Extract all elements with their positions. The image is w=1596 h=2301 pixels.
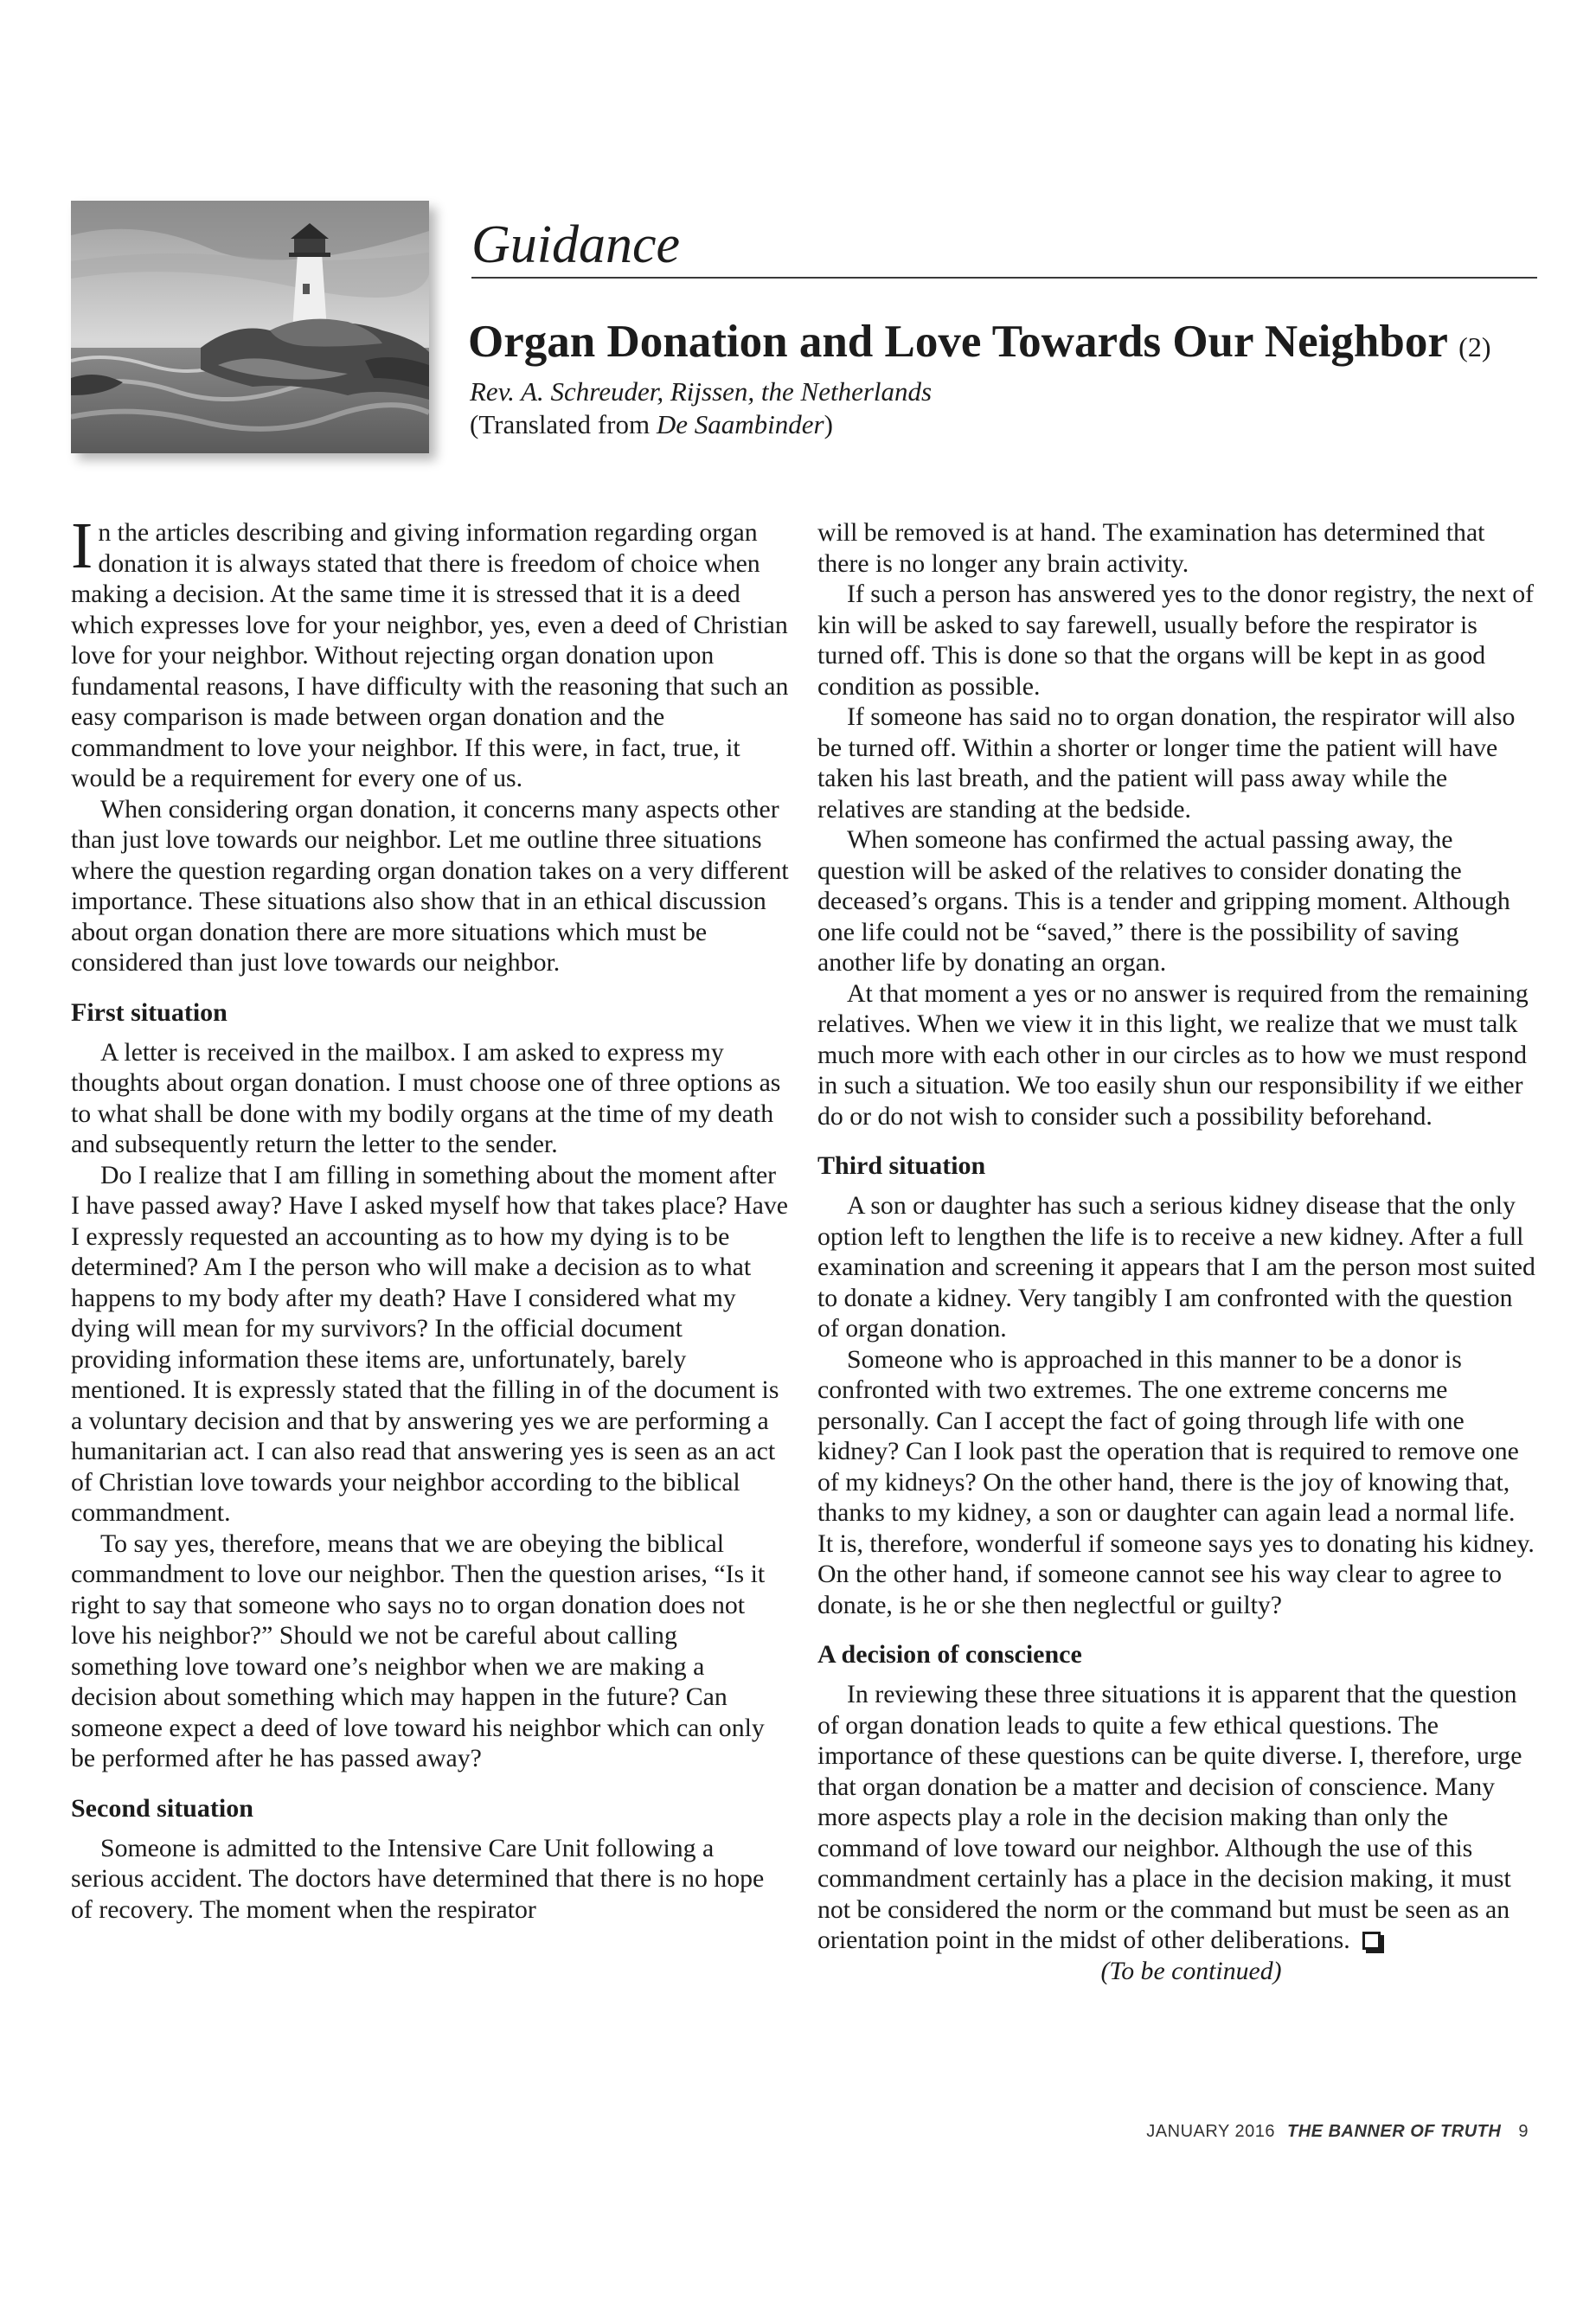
- page-number: 9: [1518, 2122, 1529, 2141]
- drop-cap: I: [71, 510, 93, 582]
- translation-suffix: ): [824, 409, 833, 439]
- body-paragraph: will be removed is at hand. The examination has determined that there is no longer any brain activity.: [817, 518, 1485, 578]
- section-header: [471, 208, 1537, 279]
- translation-note: [470, 408, 833, 440]
- article-part-number: (2): [1458, 331, 1491, 362]
- lighthouse-image: [71, 201, 429, 453]
- body-paragraph: If someone has said no to organ donation, the respirator will also be turned off. Within a shorter or longer time the patient will have taken his last breath, and the patient will pass away while the relatives are standing at the bedside.: [817, 702, 1516, 824]
- body-paragraph: A letter is received in the mailbox. I am asked to express my thoughts about organ donation. I must choose one of three options as to what shall be done with my bodily organs at the time of my death and subsequently return the letter to the sender.: [71, 1037, 781, 1158]
- page-footer: [1146, 2122, 1529, 2142]
- issue-date: JANUARY 2016: [1146, 2122, 1275, 2141]
- section-title: Guidance: [471, 215, 681, 274]
- intro-text: n the articles describing and giving information regarding organ donation it is always stated that there is freedom of choice when making a decision. At the same time it is stressed that it is a deed which expresses love for your neighbor, yes, even a deed of Christian love for your neighbor. Without rejecting organ donation upon fundamental reasons, I have difficulty with the reasoning that such an easy comparison is made between organ donation and the commandment to love your neighbor. If this were, in fact, true, it would be a requirement for every one of us.: [71, 518, 789, 792]
- final-paragraph-text: In reviewing these three situations it is apparent that the question of organ donation leads to quite a few ethical questions. The importance of these questions can be quite diverse. I, therefore, urge that organ donation be a matter and decision of conscience. Many more aspects play a role in the decision making than only the command of love toward our neighbor. Although the use of this commandment certainly has a place in the decision making, it must not be considered the norm or the command but must be seen as an orientation point in the midst of other deliberations.: [817, 1680, 1522, 1954]
- subheading-third-situation: Third situation: [817, 1151, 986, 1180]
- body-paragraph: Someone who is approached in this manner to be a donor is confronted with two extremes. The one extreme concerns me personally. Can I accept the fact of going through life with one kidney? Can I look past the operation that is required to remove one of my kidneys? On the other hand, there is the joy of knowing that, thanks to my kidney, a son or daughter can again lead a normal life. It is, therefore, wonderful if someone says yes to donating his kidney. On the other hand, if someone cannot see his way clear to agree to donate, is he or she then neglectful or guilty?: [817, 1344, 1535, 1619]
- body-paragraph: If such a person has answered yes to the donor registry, the next of kin will be asked to say farewell, usually before the respirator is turned off. This is done so that the organs will be kept in as good condition as possible.: [817, 580, 1535, 701]
- lighthouse-photo: [71, 201, 429, 453]
- article-column-right: [817, 517, 1535, 1986]
- translation-source: De Saambinder: [656, 409, 824, 439]
- translation-prefix: (Translated from: [470, 409, 657, 439]
- body-paragraph: When considering organ donation, it concerns many aspects other than just love towards our neighbor. Let me outline three situations where the question regarding organ donation takes on a very different importance. These situations also show that in an ethical discussion about organ donation there are more situations which must be considered than just love towards our neighbor.: [71, 794, 789, 977]
- publication-name: THE BANNER OF TRUTH: [1287, 2122, 1502, 2141]
- body-paragraph: When someone has confirmed the actual passing away, the question will be asked of the relatives to consider donating the deceased’s organs. This is a tender and gripping moment. Although one life could not be “saved,” there is the possibility of saving another life by donating an organ.: [817, 825, 1510, 977]
- article-column-left: [71, 510, 789, 1925]
- end-mark-icon: [1362, 1932, 1381, 1950]
- body-paragraph: To say yes, therefore, means that we are obeying the biblical commandment to love our neighbor. Then the question arises, “Is it right to say that someone who says no to organ donation does not love his neighbor?” Should we not be careful about calling something love toward one’s neighbor when we are making a decision about something which may happen in the future? Can someone expect a deed of love toward his neighbor which can only be performed after he has passed away?: [71, 1529, 766, 1772]
- to-be-continued: (To be continued): [1100, 1956, 1282, 1985]
- subheading-first-situation: First situation: [71, 997, 228, 1027]
- intro-paragraph: [71, 510, 789, 794]
- article-title: [468, 317, 1541, 367]
- article-title-text: Organ Donation and Love Towards Our Neighbor: [468, 317, 1447, 367]
- body-paragraph: At that moment a yes or no answer is required from the remaining relatives. When we view it in this light, we realize that we must talk much more with each other in our circles as to how we must respond in such a situation. We too easily shun our responsibility if we either do or do not wish to consider such a possibility beforehand.: [817, 978, 1529, 1131]
- body-paragraph: Do I realize that I am filling in something about the moment after I have passed away? Have I asked myself how that takes place? Have I expressly requested an accounting as to how my dying is to be determined? Am I the person who will make a decision as to what happens to my body after my death? Have I considered what my dying will mean for my survivors? In the official document providing information these items are, unfortunately, barely mentioned. It is expressly stated that the filling in of the document is a voluntary decision and that by answering yes we are performing a humanitarian act. I can also read that answering yes is seen as an act of Christian love towards your neighbor according to the biblical commandment.: [71, 1160, 788, 1527]
- subheading-second-situation: Second situation: [71, 1793, 253, 1823]
- body-paragraph: A son or daughter has such a serious kidney disease that the only option left to lengthen the life is to receive a new kidney. After a full examination and screening it appears that I am the person most suited to donate a kidney. Very tangibly I am confronted with the question of organ donation.: [817, 1191, 1535, 1343]
- body-paragraph-final: [817, 1679, 1535, 1956]
- subheading-decision-of-conscience: A decision of conscience: [817, 1640, 1082, 1669]
- body-paragraph: Someone is admitted to the Intensive Care Unit following a serious accident. The doctors have determined that there is no hope of recovery. The moment when the respirator: [71, 1833, 765, 1924]
- article-author: Rev. A. Schreuder, Rijssen, the Netherlands: [470, 376, 933, 407]
